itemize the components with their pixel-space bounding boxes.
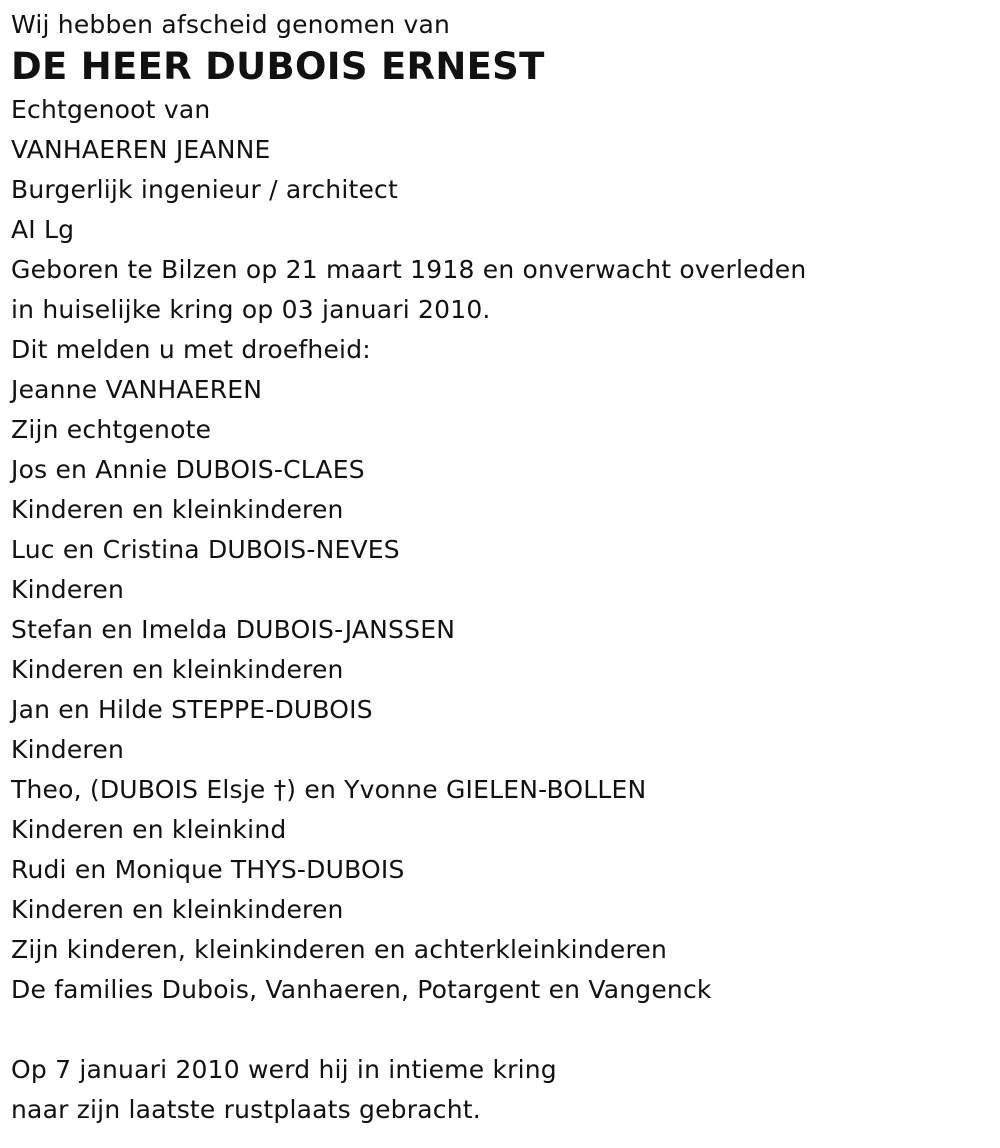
mourner-line: Luc en Cristina DUBOIS-NEVES <box>11 535 400 564</box>
mourner-line: Zijn kinderen, kleinkinderen en achterkleinkinderen <box>11 935 668 964</box>
affiliation: AI Lg <box>11 215 75 244</box>
spouse-label: Echtgenoot van <box>11 95 211 124</box>
deceased-name: DE HEER DUBOIS ERNEST <box>11 45 545 88</box>
mourner-line: Jeanne VANHAEREN <box>11 375 263 404</box>
mourner-line: Stefan en Imelda DUBOIS-JANSSEN <box>11 615 456 644</box>
mourner-line: Theo, (DUBOIS Elsje †) en Yvonne GIELEN-BOLLEN <box>11 775 647 804</box>
blank-line <box>11 1010 991 1050</box>
burial-line-2: naar zijn laatste rustplaats gebracht. <box>11 1095 481 1124</box>
profession: Burgerlijk ingenieur / architect <box>11 175 398 204</box>
mourner-line: Rudi en Monique THYS-DUBOIS <box>11 855 405 884</box>
mourner-line: Kinderen en kleinkinderen <box>11 495 344 524</box>
intro-text: Wij hebben afscheid genomen van <box>11 10 451 39</box>
mourner-line: Jan en Hilde STEPPE-DUBOIS <box>11 695 373 724</box>
birth-death-line-1: Geboren te Bilzen op 21 maart 1918 en onverwacht overleden <box>11 255 807 284</box>
mourner-line: Jos en Annie DUBOIS-CLAES <box>11 455 365 484</box>
spouse-name: VANHAEREN JEANNE <box>11 135 271 164</box>
mourner-line: De families Dubois, Vanhaeren, Potargent en Vangenck <box>11 975 712 1004</box>
mourner-line: Kinderen en kleinkind <box>11 815 287 844</box>
mourner-line: Kinderen <box>11 735 124 764</box>
mourner-line: Kinderen en kleinkinderen <box>11 655 344 684</box>
mourner-line: Zijn echtgenote <box>11 415 212 444</box>
mourners-list <box>11 370 991 1010</box>
announcement: Dit melden u met droefheid: <box>11 335 371 364</box>
birth-death-line-2: in huiselijke kring op 03 januari 2010. <box>11 295 491 324</box>
obituary-notice <box>11 6 991 1130</box>
mourner-line: Kinderen en kleinkinderen <box>11 895 344 924</box>
burial-line-1: Op 7 januari 2010 werd hij in intieme kring <box>11 1055 557 1084</box>
mourner-line: Kinderen <box>11 575 124 604</box>
